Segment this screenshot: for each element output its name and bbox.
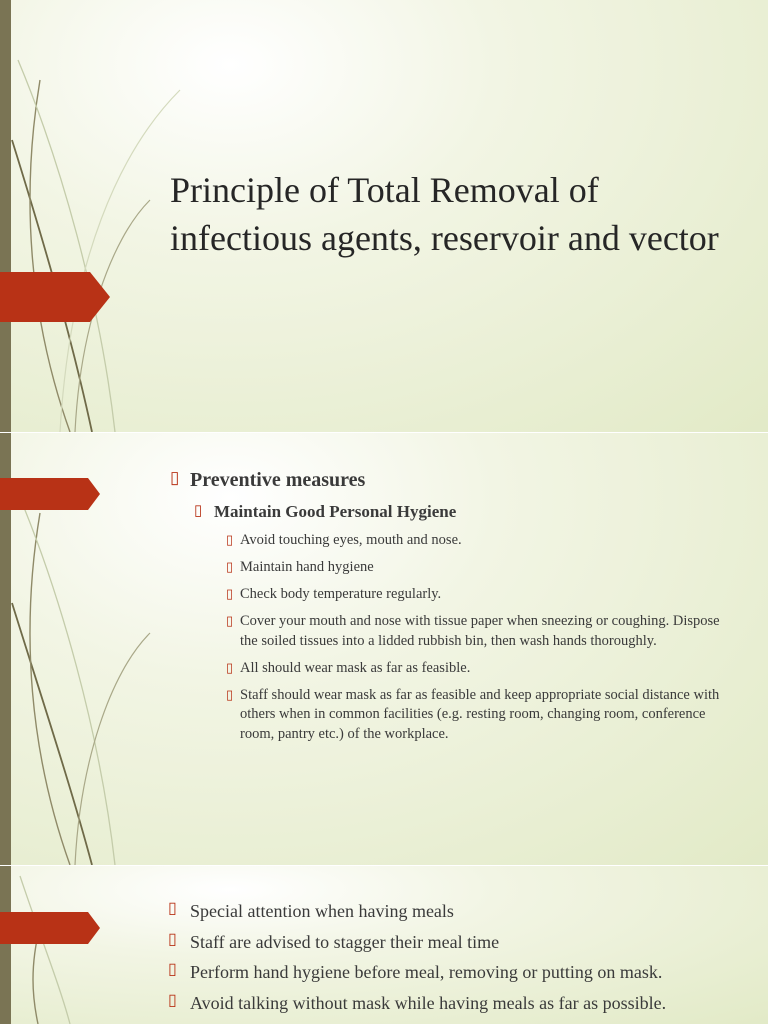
list-item: ▯ Staff are advised to stagger their meal time xyxy=(168,930,748,954)
list-item: ▯ All should wear mask as far as feasible. xyxy=(226,659,471,676)
list-item: ▯ Staff should wear mask as far as feasible and keep appropriate social distance with others when in common facilities (e.g. resting room, changing room, conference room, pantry etc.) of the workplace. xyxy=(226,686,720,742)
slide-3 xyxy=(0,866,768,1024)
list-item: ▯ Special attention when having meals xyxy=(168,899,748,923)
slide-1 xyxy=(0,0,768,432)
bullet-marker-icon: ▯ xyxy=(168,900,177,917)
bullet-marker-icon: ▯ xyxy=(168,961,177,978)
list-item-subheading: ▯ Maintain Good Personal Hygiene xyxy=(194,502,457,521)
bullet-marker-icon: ▯ xyxy=(168,930,177,948)
bullet-marker-icon: ▯ xyxy=(226,613,234,628)
list-item: ▯ Avoid touching eyes, mouth and nose. xyxy=(226,532,462,548)
bullet-marker-icon: ▯ xyxy=(170,468,180,487)
accent-arrow-tab xyxy=(0,478,100,510)
list-item: ▯ Cover your mouth and nose with tissue paper when sneezing or coughing. Dispose the soiled tissues into a lidded rubbish bin, then wash hands thoroughly. xyxy=(226,613,720,649)
bullet-list xyxy=(168,899,748,1021)
list-item-heading: ▯ Preventive measures xyxy=(170,467,730,493)
accent-arrow-tab xyxy=(0,272,110,322)
bullet-marker-icon: ▯ xyxy=(226,532,234,547)
bullet-marker-icon: ▯ xyxy=(226,586,234,601)
bullet-marker-icon: ▯ xyxy=(226,686,234,702)
slide-title: Principle of Total Removal of infectious agents, reservoir and vector xyxy=(170,170,719,258)
slide-2 xyxy=(0,433,768,865)
list-item: ▯ Perform hand hygiene before meal, removing or putting on mask. xyxy=(168,960,748,984)
bullet-marker-icon: ▯ xyxy=(194,503,203,519)
bullet-list xyxy=(170,467,730,752)
bullet-marker-icon: ▯ xyxy=(226,559,234,574)
bullet-marker-icon: ▯ xyxy=(226,659,234,675)
list-item: ▯ Maintain hand hygiene xyxy=(226,559,374,575)
list-item: ▯ Avoid talking without mask while having meals as far as possible. xyxy=(168,991,748,1015)
bullet-marker-icon: ▯ xyxy=(168,991,177,1009)
accent-arrow-tab xyxy=(0,912,100,944)
list-item: ▯ Check body temperature regularly. xyxy=(226,586,442,602)
